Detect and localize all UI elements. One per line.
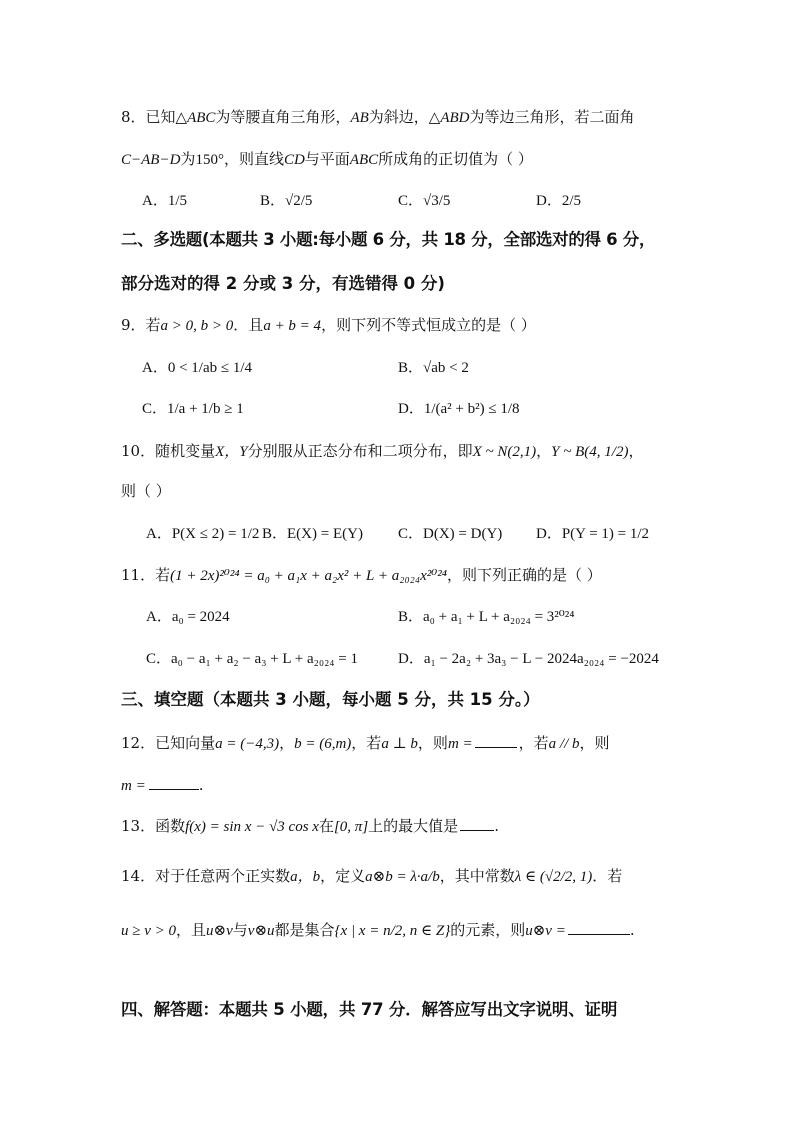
section-answer-heading: 四、解答题：本题共 5 小题，共 77 分．解答应写出文字说明、证明	[121, 1000, 618, 1019]
q14-blank[interactable]	[568, 920, 630, 935]
q12-blank-1[interactable]	[475, 733, 517, 748]
q10-binomial: Y ~ B(4, 1/2)	[551, 444, 629, 460]
q14-text: 与	[232, 921, 248, 939]
q14-text: 都是集合	[274, 921, 335, 939]
q12-m-label: m =	[121, 778, 146, 794]
q8-text: 为	[180, 150, 196, 168]
q13-interval: [0, π]	[333, 819, 369, 835]
q14-text: 14．对于任意两个正实数	[121, 867, 291, 885]
q10-option-a[interactable]: A．P(X ≤ 2) = 1/2	[146, 526, 260, 542]
q8-text: 与平面	[304, 150, 350, 168]
q10-sep: ，	[536, 442, 552, 460]
q14-text: ，定义	[320, 867, 366, 885]
q11-line	[121, 566, 602, 585]
q9-text: ，则下列不等式恒成立的是（ ）	[321, 316, 536, 334]
vector-a: a = (−4,3)	[215, 736, 280, 752]
q11-text: 11．若	[121, 566, 171, 584]
q14-text: 的元素，则	[450, 921, 526, 939]
q9-option-b[interactable]: B．√ab < 2	[398, 360, 469, 376]
plane-abc: ABC	[349, 152, 379, 168]
q10-option-d[interactable]: D．P(Y = 1) = 1/2	[536, 526, 650, 542]
q14-text: ，且	[176, 921, 207, 939]
q14-answer-label: u⊗v =	[525, 923, 566, 939]
q12-text: ，则	[417, 734, 448, 752]
q8-text: 为等边三角形，若二面角	[469, 108, 635, 126]
q13-function: f(x) = sin x − √3 cos x	[185, 819, 319, 835]
section-multi-choice-heading-line1: 二、多选题(本题共 3 小题:每小题 6 分，共 18 分，全部选对的得 6 分，	[121, 230, 656, 249]
q12-text: ，	[279, 734, 295, 752]
q10-line2: 则（ ）	[121, 482, 171, 500]
q10-option-c[interactable]: C．D(X) = D(Y)	[398, 526, 503, 542]
q14-variables: a，b	[290, 869, 321, 885]
q8-option-c[interactable]: C．√3/5	[398, 193, 451, 209]
q10-text: 10．随机变量	[121, 442, 216, 460]
q10-line1	[121, 442, 643, 461]
perpendicular-condition: a ⊥ b	[381, 736, 418, 752]
q10-end: ，	[628, 442, 644, 460]
q13-text: 在	[318, 817, 334, 835]
q12-m-label: m =	[447, 736, 473, 752]
q14-v-op-u: v⊗u	[247, 923, 275, 939]
q14-line2	[121, 920, 635, 940]
q11-option-a[interactable]: A．a₀ = 2024	[146, 609, 230, 625]
q9-condition: a > 0, b > 0	[160, 318, 234, 334]
dihedral-angle: C−AB−D	[121, 152, 181, 168]
q9-option-a[interactable]: A．0 < 1/ab ≤ 1/4	[142, 360, 253, 376]
q8-text: 所成角的正切值为（ ）	[378, 150, 533, 168]
line-cd: CD	[283, 152, 305, 168]
q14-u-op-v: u⊗v	[206, 923, 233, 939]
q12-text: ，若	[351, 734, 382, 752]
q10-option-b[interactable]: B．E(X) = E(Y)	[262, 526, 363, 542]
q8-text: ，则直线	[223, 150, 284, 168]
q14-text: ，其中常数	[439, 867, 515, 885]
q8-line1	[121, 108, 635, 127]
q14-text: ．若	[592, 867, 623, 885]
q14-definition: a⊗b = λ·a/b	[365, 869, 440, 885]
q9-text: ．且	[233, 316, 264, 334]
q8-option-d[interactable]: D．2/5	[536, 193, 582, 209]
q14-end: .	[629, 921, 635, 939]
q10-vars: X，Y	[215, 444, 248, 460]
q11-option-b[interactable]: B．a₀ + a₁ + L + a₂₀₂₄ = 3²⁰²⁴	[398, 609, 575, 625]
q11-option-d[interactable]: D．a₁ − 2a₂ + 3a₃ − L − 2024a₂₀₂₄ = −2024	[398, 651, 659, 667]
q8-option-a[interactable]: A．1/5	[142, 193, 188, 209]
q9-sum: a + b = 4	[263, 318, 322, 334]
q13-text: 上的最大值是	[368, 817, 459, 835]
q12-text: ，若	[518, 734, 549, 752]
q14-lambda-range: λ ∈ (√2/2, 1)	[514, 869, 593, 885]
segment-ab: AB	[350, 110, 369, 126]
q10-text: 分别服从正态分布和二项分布，即	[247, 442, 473, 460]
q11-text: ，则下列正确的是（ ）	[446, 566, 602, 584]
q14-condition: u ≥ v > 0	[121, 923, 177, 939]
q12-line1	[121, 733, 610, 753]
q13-text: 13．函数	[121, 817, 186, 835]
q11-option-c[interactable]: C．a₀ − a₁ + a₂ − a₃ + L + a₂₀₂₄ = 1	[146, 651, 358, 667]
q13-end: .	[494, 817, 499, 835]
q9-option-c[interactable]: C．1/a + 1/b ≥ 1	[142, 401, 244, 417]
q13-line	[121, 816, 499, 836]
q12-line2	[121, 775, 204, 795]
q14-line1	[121, 867, 622, 886]
q8-option-b[interactable]: B．√2/5	[260, 193, 313, 209]
q9-text: 9．若	[121, 316, 161, 334]
q8-line2	[121, 150, 533, 169]
q12-text: 12．已知向量	[121, 734, 216, 752]
vector-b: b = (6,m)	[294, 736, 352, 752]
section-fill-blank-heading: 三、填空题（本题共 3 小题，每小题 5 分，共 15 分。）	[121, 690, 540, 709]
section-multi-choice-heading-line2: 部分选对的得 2 分或 3 分，有选错得 0 分)	[121, 274, 445, 293]
q8-text: 为等腰直角三角形，	[215, 108, 351, 126]
q12-blank-2[interactable]	[149, 775, 199, 790]
q9-line	[121, 316, 536, 335]
q13-blank[interactable]	[460, 816, 494, 831]
q12-text: ，则	[579, 734, 610, 752]
q10-normal: X ~ N(2,1)	[472, 444, 537, 460]
triangle-abd: △ABD	[428, 110, 470, 126]
q9-option-d[interactable]: D．1/(a² + b²) ≤ 1/8	[398, 401, 520, 417]
q11-expansion: (1 + 2x)²⁰²⁴ = a₀ + a₁x + a₂x² + L + a₂₀₂₄x²⁰²⁴	[170, 568, 447, 584]
triangle-abc: △ABC	[175, 110, 216, 126]
angle-value: 150°	[195, 152, 224, 168]
q14-set: {x | x = n/2, n ∈ Z}	[334, 923, 451, 939]
parallel-condition: a // b	[548, 736, 580, 752]
q12-end: .	[198, 776, 204, 794]
q8-text: 8．已知	[121, 108, 176, 126]
q8-text: 为斜边，	[368, 108, 429, 126]
